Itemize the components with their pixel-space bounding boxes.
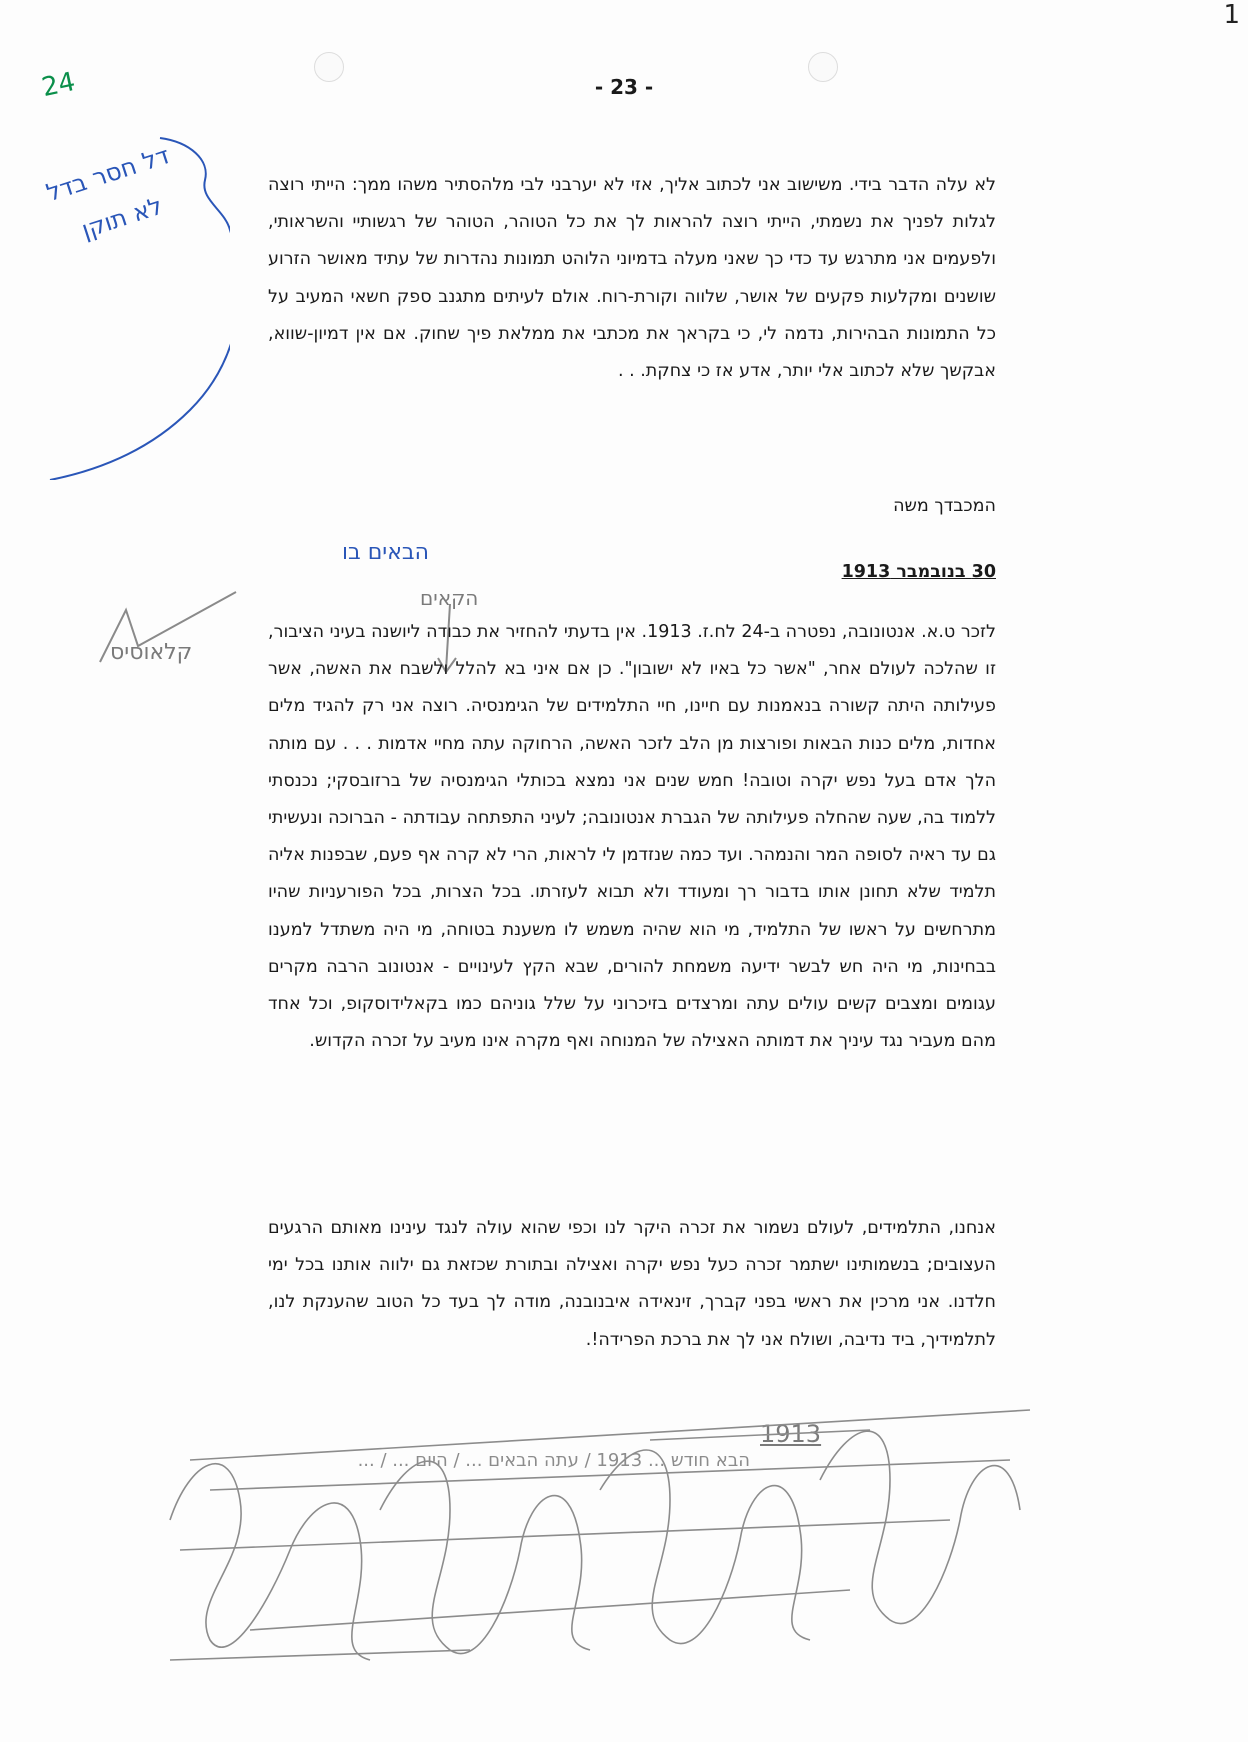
pencil-scribble-text: הבא חודש ... 1913 / עתה הבאים ... / היום ... / ... (357, 1450, 750, 1471)
pencil-scribble (150, 1400, 1050, 1690)
pencil-insert-note: הקאים (420, 586, 479, 610)
entry-dateline: 30 בנובמבר 1913 (841, 562, 996, 582)
blue-insert-note: הבאים בו (342, 540, 430, 565)
page-number: - 23 - (594, 75, 654, 99)
letter-paragraph: לא עלה הדבר בידי. משישוב אני לכתוב אליך, אזי לא יערבני לבי מלהסתיר משהו ממך: הייתי רוצה לגלות לפניך את נשמתי, הייתי רוצה להראות לך את כל הטוהר, הטוהר של רגשותיי והשראותי, ולפעמים אני מתרגש עד כדי כך שאני מעלה בדמיוני הלוהט תמונות נהדרות של עתיד מאושר הזרוע שושנים ומקלעות פקעים של אושר, שלווה וקורת-רוח. אולם לעיתים מתגנב ספק חשאי המעיב על כל התמונות הבהירות, נדמה לי, כי בקראך את מכתבי את ממלאת פיך שחוק. אם אין דמיון-שווא, אבקשך שלא לכתוב אלי יותר, אדע אז כי צחקת. . . (268, 175, 996, 382)
entry-body (268, 614, 996, 1060)
entry-paragraph: לזכר ט.א. אנטונובה, נפטרה ב-24 לח.ז. 1913. אין בדעתי להחזיר את כבודה ליושנה בעיני הציבור, זו שהלכה לעולם אחר, "אשר כל באיו לא ישובון". כן אם איני בא להלל ולשבח את האשה, אשר פעילותה היתה קשורה בנאמנות עם חיינו, חיי התלמידים של הגימנסיה. רוצה אני רק להגיד מלים אחדות, מלים כנות הבאות ופורצות מן הלב לזכר האשה, הרחוקה עתה מחיי אדמות . . . עם מותה הלך אדם בעל נפש יקרה וטובה! חמש שנים אני נמצא בכותלי הגימנסיה של ברזובסקי; נכנסתי ללמוד בה, שעה שהחלה פעילותה של הגברת אנטונובה; לעיני התפתחה עבודתה - הברוכה ונעשיתי גם עד ראיה לסופה המר והנמהר. ועד כמה שנזדמן לי לראות, הרי לא קרה אף פעם, שבפנות אליה תלמיד שלא תחונן אותו בדבור רך ומעודד ולא תבוא לעזרתו. בכל הצרות, בכל הפורעניות שהיו מתרחשים על ראשו של התלמיד, מי הוא שהיה משמש לו משענת בטוחה, מי היה משתדל למענו בבחינות, מי היה חש לבשר ידיעה משמחת להורים, שבא הקץ לעינויים - אנטונוב הרבה מקרים עגומים ומצבים קשים עולים עתה ומרצדים בזיכרוני על שלל גוניהם כמו בקאלידוסקופ, וכל אחד מהם מעביר נגד עיניך את דמותה האצילה של המנוחה ואף מקרה אינו מעיב על זכרה הקדוש. (268, 622, 996, 1052)
letter-signature: המכבדך משה (893, 496, 996, 516)
pencil-margin-word: קלאוסיס (110, 640, 193, 665)
blue-margin-note: דל חסר בדל לא תוקן (42, 141, 173, 245)
letter-body (268, 167, 996, 390)
entry-body-closing (268, 1210, 996, 1359)
entry-paragraph: אנחנו, התלמידים, לעולם נשמור את זכרה היקר לנו וכפי שהוא עולה לנגד עינינו מאותם הרגעים העצובים; בנשמותינו ישתמר זכרה כעל נפש יקרה ואצילה ובתורת שכזאת גם ילווה אותנו בכל ימי חלדנו. אני מרכין את ראשי בפני קברך, זינאידה איבנובנה, מודה לך בעד כל הטוב שהענקת לנו, לתלמידיך, ביד נדיבה, ושולח אני לך את ברכת הפרידה!. (268, 1218, 996, 1350)
annotation-page-number: 24 (39, 66, 78, 104)
corner-mark: 1 (1223, 0, 1240, 30)
pencil-date: 1913 (760, 1420, 822, 1448)
